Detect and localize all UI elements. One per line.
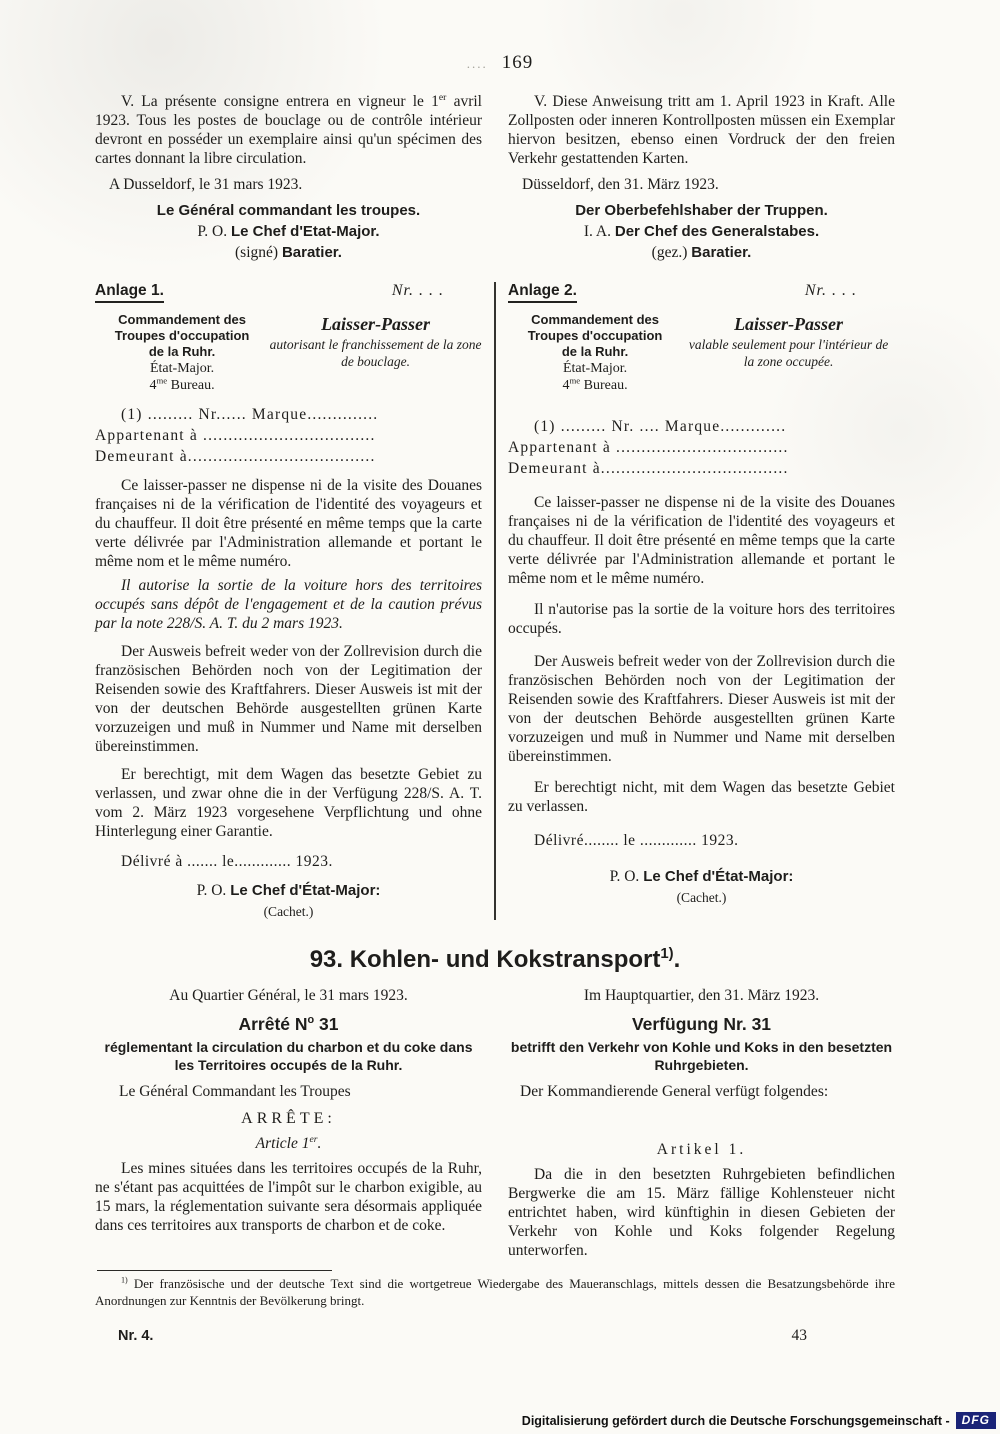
staff-line: État-Major. xyxy=(149,361,215,376)
form-line-owner: Appartenant à .................................. xyxy=(508,439,789,456)
anlage-1-label: Anlage 1. xyxy=(95,282,164,303)
article-ordinal: er xyxy=(309,1133,318,1145)
anlage-1-paragraph-fr: Ce laisser-passer ne dispense ni de la visite des Douanes françaises ni de la vérification de l'identité des voyageurs et du chauffeur. Il doit être présenté en même temps que la carte verte délivrée par l'Administration allemande et portant le même nom et le même numéro. xyxy=(95,477,482,570)
fr-decree-subtitle: réglementant la circulation du charbon et du coke dans les Territoires occupés de la Ruhr. xyxy=(104,1039,473,1073)
fr-article-heading xyxy=(95,1135,482,1153)
anlage-2-header xyxy=(508,282,895,303)
de-dateline: Düsseldorf, den 31. März 1923. xyxy=(522,176,719,193)
fr-sig3-prefix: (signé) xyxy=(235,244,282,261)
fr-decree-intro: Le Général Commandant les Troupes xyxy=(119,1083,351,1100)
de-article-heading: Artikel 1. xyxy=(656,1141,747,1158)
anlage-2-column xyxy=(508,282,895,920)
bureau-ordinal: me xyxy=(156,375,168,386)
decree-number: 31 xyxy=(314,1014,339,1034)
pass-subtitle: valable seulement pour l'intérieur de la zone occupée. xyxy=(688,337,889,369)
anlage-1-sig-prefix: P. O. xyxy=(196,882,231,899)
column-gutter xyxy=(482,974,508,1260)
de-decree-subtitle: betrifft den Verkehr von Kohle und Koks in den besetzten Ruhrgebieten. xyxy=(510,1039,893,1073)
anlage-1-address-block xyxy=(95,312,269,394)
directive-v-french-column xyxy=(95,92,482,263)
bureau-number: 4 xyxy=(562,378,570,393)
de-signature-block xyxy=(508,200,895,263)
anlage-1-form-lines xyxy=(95,404,482,467)
anlage-1-sig-title: Le Chef d'État-Major: xyxy=(230,882,381,899)
dfg-logo: DFG xyxy=(956,1412,996,1429)
address-line: Troupes d'occupation xyxy=(114,328,250,343)
anlage-2-paragraph-fr: Ce laisser-passer ne dispense ni de la visite des Douanes françaises ni de la vérification de l'identité des voyageurs et du chauffeur. Il doit être présenté en même temps que la carte verte délivrée par l'Administration allemande et portant le même nom et le même numéro. xyxy=(508,494,895,587)
page-header xyxy=(0,0,1000,74)
anlage-1-number-field: Nr. . . . xyxy=(391,282,444,299)
pass-subtitle: autorisant le franchissement de la zone de bouclage. xyxy=(269,337,482,369)
page-footer xyxy=(95,1327,895,1345)
section-93-heading xyxy=(95,946,895,974)
section-directive-v xyxy=(95,92,895,263)
anlage-1-header xyxy=(95,282,482,303)
footnote-marker: 1) xyxy=(121,1275,128,1285)
vertical-rule xyxy=(494,282,496,920)
anlage-2-issued-line: Délivré........ le ............. 1923. xyxy=(534,832,739,849)
de-sig3-name: Baratier. xyxy=(691,244,752,261)
anlage-2-signature-line xyxy=(508,866,895,887)
anlage-2-seal-note: (Cachet.) xyxy=(676,890,727,905)
scan-artifact-dots: .... xyxy=(466,56,488,71)
fr-enactment-word: ARRÊTE: xyxy=(241,1110,336,1127)
anlage-2-address-block xyxy=(508,312,682,394)
section-93 xyxy=(95,946,895,1260)
fr-signature-line-1: Le Général commandant les troupes. xyxy=(156,202,421,219)
fr-signature-line-2 xyxy=(95,221,482,242)
address-line: Troupes d'occupation xyxy=(527,328,663,343)
address-line: Commandement des xyxy=(118,312,246,327)
bureau-line xyxy=(95,377,269,394)
anlage-1-issued-line: Délivré à ....... le............. 1923. xyxy=(121,853,333,870)
fr-signature-block xyxy=(95,200,482,263)
fr-dateline: A Dusseldorf, le 31 mars 1923. xyxy=(109,176,303,193)
anlage-2-paragraph-de-1: Der Ausweis befreit weder von der Zollrevision durch die französischen Behörden noch von der Legitimation der Reisenden sowie des Kraftfahrers. Dieser Ausweis ist mit der von der deutschen Behörde ausgestellten grünen Karte vorzuzeigen und muß in Nummer und Name mit derselben übereinstimmen. xyxy=(508,653,895,765)
anlage-2-signature xyxy=(508,866,895,906)
column-divider xyxy=(482,282,508,920)
anlage-2-pass-title-block xyxy=(682,312,895,394)
page-content xyxy=(0,92,1000,1345)
fr-hq-dateline: Au Quartier Général, le 31 mars 1923. xyxy=(169,987,408,1004)
fr-article-paragraph: Les mines situées dans les territoires occupés de la Ruhr, ne s'étant pas acquittées de l'impôt sur le charbon exigible, au 15 mars, la réglementation suivante sera désormais appliquée dans ces territoires aux transports de charbon et de coke. xyxy=(95,1160,482,1234)
footnote-text: Der französische und der deutsche Text sind die wortgetreue Wiedergabe des Maueranschlags, mittels dessen die Besatzungsbehörde ihre Anordnungen zur Kenntnis der Bevölkerung bringt. xyxy=(95,1276,895,1308)
section-93-german-column xyxy=(508,974,895,1260)
form-line-residence: Demeurant à..................................... xyxy=(95,448,376,465)
staff-line: État-Major. xyxy=(562,361,628,376)
anlage-2-letterhead xyxy=(508,312,895,394)
bureau-ordinal: me xyxy=(569,375,581,386)
anlage-1-column xyxy=(95,282,482,920)
anlage-1-paragraph-fr-italic: Il autorise la sortie de la voiture hors des territoires occupés sans dépôt de l'engagement et de la caution prévus par la note 228/S. A. T. du 2 mars 1923. xyxy=(95,577,482,632)
anlage-2-form-lines xyxy=(508,416,895,479)
form-line-residence: Demeurant à..................................... xyxy=(508,460,789,477)
de-signature-line-3 xyxy=(508,242,895,263)
bureau-line xyxy=(508,377,682,394)
bureau-word: Bureau. xyxy=(167,378,215,393)
form-line-vehicle: (1) ......... Nr. .... Marque............. xyxy=(534,418,787,435)
address-line: Commandement des xyxy=(531,312,659,327)
footnote xyxy=(95,1276,895,1309)
de-decree-title: Verfügung Nr. 31 xyxy=(631,1014,772,1034)
issue-number: Nr. 4. xyxy=(118,1328,154,1344)
heading-footnote-marker: 1) xyxy=(660,946,674,962)
anlage-1-pass-title-block xyxy=(269,312,482,394)
anlage-2-number-field: Nr. . . . xyxy=(804,282,857,299)
fr-decree-title xyxy=(95,1014,482,1035)
directive-v-fr-paragraph xyxy=(95,92,482,168)
de-hq-dateline: Im Hauptquartier, den 31. März 1923. xyxy=(583,987,820,1004)
fr-paragraph-text-cont: avril 1923. Tous les postes de bouclage ou de contrôle intérieur devront en posséder un exemplaire ainsi qu'un spécimen des cartes donnant la libre circulation. xyxy=(95,93,482,167)
de-decree-intro: Der Kommandierende General verfügt folgendes: xyxy=(520,1083,829,1100)
de-sig2-title: Der Chef des Generalstabes. xyxy=(614,223,820,240)
column-gutter xyxy=(482,92,508,263)
form-line-vehicle: (1) ......... Nr...... Marque.............. xyxy=(121,406,379,423)
de-signature-line-2 xyxy=(508,221,895,242)
address-line: de la Ruhr. xyxy=(148,344,216,359)
pass-title: Laisser-Passer xyxy=(734,314,844,334)
heading-text: 93. Kohlen- und Kokstransport xyxy=(309,946,661,973)
anlage-1-seal-note: (Cachet.) xyxy=(263,904,314,919)
anlage-2-sig-prefix: P. O. xyxy=(609,868,644,885)
article-text: Article 1 xyxy=(255,1135,310,1152)
fr-sig2-prefix: P. O. xyxy=(197,223,231,240)
de-sig3-prefix: (gez.) xyxy=(651,244,692,261)
anlage-1-signature xyxy=(95,880,482,920)
section-93-french-column xyxy=(95,974,482,1260)
fr-signature-line-3 xyxy=(95,242,482,263)
address-line: de la Ruhr. xyxy=(561,344,629,359)
anlage-2-paragraph-de-2: Er berechtigt nicht, mit dem Wagen das besetzte Gebiet zu verlassen. xyxy=(508,779,895,815)
pass-title: Laisser-Passer xyxy=(321,314,431,334)
anlage-2-paragraph-fr-2: Il n'autorise pas la sortie de la voiture hors des territoires occupés. xyxy=(508,601,895,637)
footnote-rule xyxy=(97,1270,332,1271)
section-anlagen xyxy=(95,282,895,920)
anlage-1-paragraph-de-2: Er berechtigt, mit dem Wagen das besetzte Gebiet zu verlassen, und zwar ohne die in der Verfügung 228/S. A. T. vom 2. März 1923 vorgesehene Verpflichtung und ohne Hinterlegung einer Garantie. xyxy=(95,766,482,840)
anlage-1-letterhead xyxy=(95,312,482,394)
fr-paragraph-superscript: er xyxy=(438,91,447,103)
sheet-number: 43 xyxy=(791,1327,807,1344)
anlage-1-signature-line xyxy=(95,880,482,901)
digitization-credit-text: Digitalisierung gefördert durch die Deutsche Forschungsgemeinschaft - xyxy=(521,1413,950,1428)
decree-text: Arrêté N xyxy=(238,1014,308,1034)
bureau-word: Bureau. xyxy=(580,378,628,393)
page-number: 169 xyxy=(501,52,534,73)
section-93-columns xyxy=(95,974,895,1260)
article-period: . xyxy=(317,1135,322,1152)
de-signature-line-1: Der Oberbefehlshaber der Truppen. xyxy=(575,202,828,219)
fr-sig3-name: Baratier. xyxy=(281,244,342,261)
de-sig2-prefix: I. A. xyxy=(583,223,615,240)
form-line-owner: Appartenant à .................................. xyxy=(95,427,376,444)
anlage-2-label: Anlage 2. xyxy=(508,282,577,303)
decree-ordinal: o xyxy=(307,1014,315,1027)
fr-paragraph-text: V. La présente consigne entrera en vigneur le 1 xyxy=(121,93,439,110)
fr-sig2-title: Le Chef d'Etat-Major. xyxy=(231,223,380,240)
bureau-number: 4 xyxy=(149,378,157,393)
de-article-paragraph: Da die in den besetzten Ruhrgebieten befindlichen Bergwerke die am 15. März fällige Kohlensteuer nicht entrichtet haben, wird künftighin in diesen Gebieten der Verkehr von Kohle und Koks folgender Regelung unterworfen. xyxy=(508,1166,895,1259)
digitization-credit-bar xyxy=(522,1412,996,1429)
anlage-1-paragraph-de-1: Der Ausweis befreit weder von der Zollrevision durch die französischen Behörden noch von der Legitimation der Reisenden sowie des Kraftfahrers. Dieser Ausweis ist mit der von der deutschen Behörde ausgestellten grünen Karte vorzuzeigen und muß in Nummer und Name mit derselben übereinstimmen. xyxy=(95,643,482,755)
heading-period: . xyxy=(673,946,681,973)
directive-v-german-column xyxy=(508,92,895,263)
anlage-2-sig-title: Le Chef d'État-Major: xyxy=(643,868,794,885)
directive-v-de-paragraph: V. Diese Anweisung tritt am 1. April 1923 in Kraft. Alle Zollposten oder inneren Kontrollposten müssen ein Exemplar hiervon besitzen, ebenso einen Vordruck der den freien Verkehr gestattenden Karten. xyxy=(508,93,895,167)
